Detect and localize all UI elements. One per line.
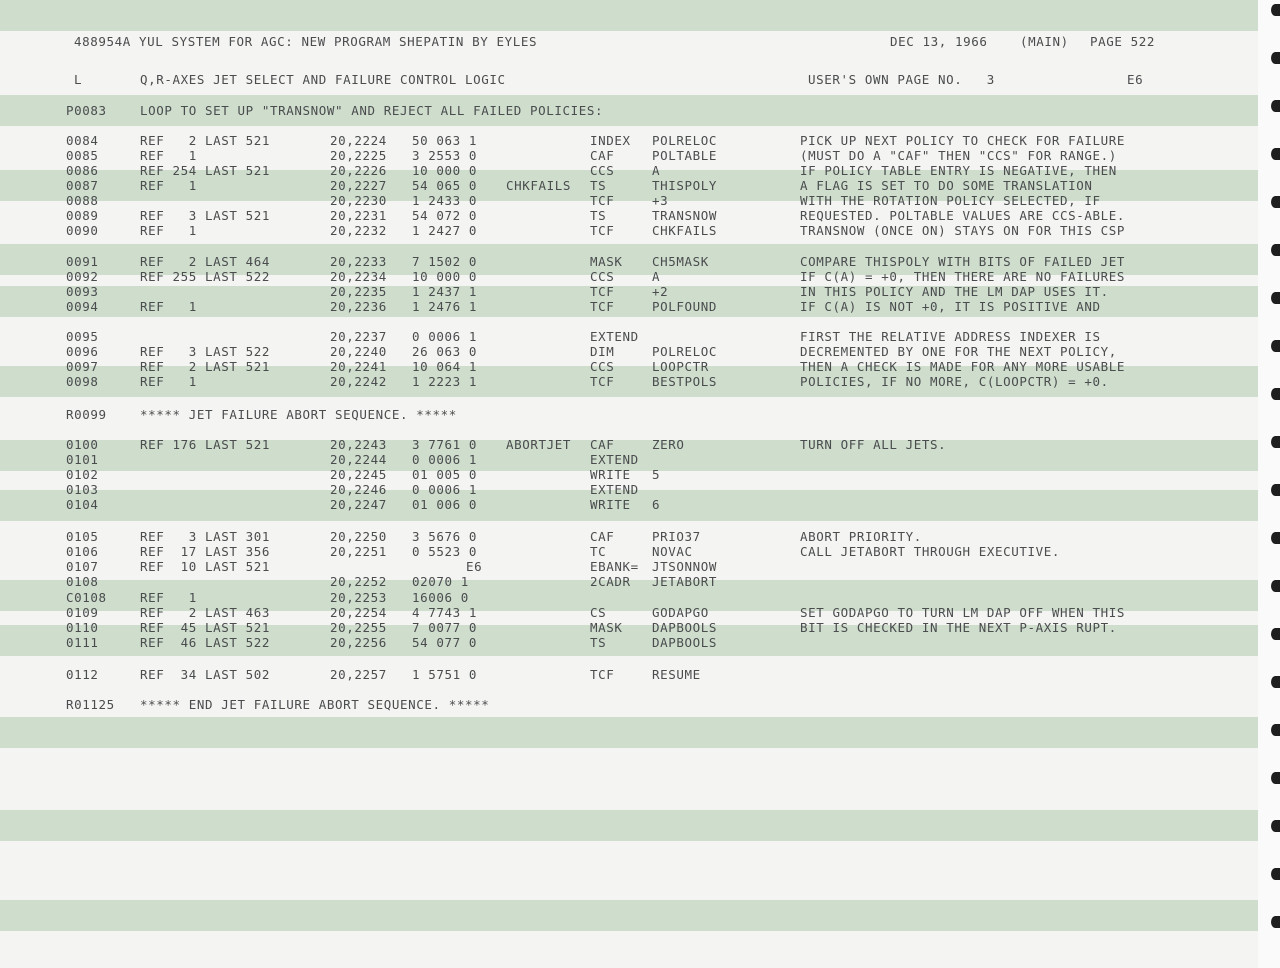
line-seq: 0095 xyxy=(66,329,99,344)
line-addr: 20,2242 xyxy=(330,374,387,389)
feed-hole-icon xyxy=(1271,484,1280,496)
line-op: TCF xyxy=(590,299,615,314)
line-seq: 0107 xyxy=(66,559,99,574)
line-word: E6 xyxy=(466,559,483,574)
line-addr: 20,2244 xyxy=(330,452,387,467)
line-seq: 0085 xyxy=(66,148,99,163)
header-date: DEC 13, 1966 xyxy=(890,34,988,49)
line-comment: ***** END JET FAILURE ABORT SEQUENCE. ***** xyxy=(140,697,490,712)
line-op: INDEX xyxy=(590,133,631,148)
line-remark: POLICIES, IF NO MORE, C(LOOPCTR) = +0. xyxy=(800,374,1109,389)
line-label: ABORTJET xyxy=(506,437,572,452)
line-remark: THEN A CHECK IS MADE FOR ANY MORE USABLE xyxy=(800,359,1126,374)
line-op: TCF xyxy=(590,223,615,238)
line-addr: 20,2231 xyxy=(330,208,387,223)
line-remark: TURN OFF ALL JETS. xyxy=(800,437,947,452)
line-addr: 20,2254 xyxy=(330,605,387,620)
line-word: 0 0006 1 xyxy=(412,452,478,467)
log-marker: L xyxy=(74,72,83,87)
line-addr: 20,2236 xyxy=(330,299,387,314)
line-op: TCF xyxy=(590,284,615,299)
line-seq: 0109 xyxy=(66,605,99,620)
line-word: 1 2437 1 xyxy=(412,284,478,299)
line-operand: 6 xyxy=(652,497,661,512)
line-remark: CALL JETABORT THROUGH EXECUTIVE. xyxy=(800,544,1061,559)
header-main: (MAIN) xyxy=(1020,34,1069,49)
line-addr: 20,2233 xyxy=(330,254,387,269)
line-addr: 20,2246 xyxy=(330,482,387,497)
line-word: 1 2433 0 xyxy=(412,193,478,208)
feed-hole-icon xyxy=(1271,244,1280,256)
line-op: MASK xyxy=(590,254,623,269)
feed-hole-icon xyxy=(1271,292,1280,304)
header-title: 488954A YUL SYSTEM FOR AGC: NEW PROGRAM SHEPATIN BY EYLES xyxy=(74,34,538,49)
line-word: 0 0006 1 xyxy=(412,329,478,344)
line-op: TS xyxy=(590,635,607,650)
line-operand: NOVAC xyxy=(652,544,693,559)
line-op: TC xyxy=(590,544,607,559)
line-op: EXTEND xyxy=(590,482,639,497)
line-word: 16006 0 xyxy=(412,590,469,605)
line-operand: GODAPGO xyxy=(652,605,709,620)
line-addr: 20,2250 xyxy=(330,529,387,544)
line-seq: 0098 xyxy=(66,374,99,389)
line-word: 54 077 0 xyxy=(412,635,478,650)
feed-hole-icon xyxy=(1271,724,1280,736)
line-addr: 20,2247 xyxy=(330,497,387,512)
line-addr: 20,2230 xyxy=(330,193,387,208)
line-word: 10 000 0 xyxy=(412,269,478,284)
line-seq: 0090 xyxy=(66,223,99,238)
line-operand: THISPOLY xyxy=(652,178,718,193)
line-word: 1 5751 0 xyxy=(412,667,478,682)
line-op: CAF xyxy=(590,529,615,544)
line-ref: REF 1 xyxy=(140,374,197,389)
line-remark: WITH THE ROTATION POLICY SELECTED, IF xyxy=(800,193,1101,208)
feed-hole-icon xyxy=(1271,340,1280,352)
feed-hole-icon xyxy=(1271,820,1280,832)
line-remark: TRANSNOW (ONCE ON) STAYS ON FOR THIS CSP xyxy=(800,223,1126,238)
line-op: EXTEND xyxy=(590,452,639,467)
line-operand: TRANSNOW xyxy=(652,208,718,223)
line-seq: 0104 xyxy=(66,497,99,512)
line-addr: 20,2240 xyxy=(330,344,387,359)
line-operand: PRIO37 xyxy=(652,529,701,544)
line-seq: 0100 xyxy=(66,437,99,452)
line-seq: 0091 xyxy=(66,254,99,269)
feed-hole-icon xyxy=(1271,676,1280,688)
line-op: CAF xyxy=(590,148,615,163)
line-seq: 0088 xyxy=(66,193,99,208)
line-remark: REQUESTED. POLTABLE VALUES ARE CCS-ABLE. xyxy=(800,208,1126,223)
line-word: 26 063 0 xyxy=(412,344,478,359)
line-ref: REF 3 LAST 522 xyxy=(140,344,271,359)
line-word: 02070 1 xyxy=(412,574,469,589)
line-operand: 5 xyxy=(652,467,661,482)
line-op: CCS xyxy=(590,359,615,374)
line-remark: ABORT PRIORITY. xyxy=(800,529,922,544)
line-addr: 20,2226 xyxy=(330,163,387,178)
line-op: EXTEND xyxy=(590,329,639,344)
line-seq: 0110 xyxy=(66,620,99,635)
line-seq: 0105 xyxy=(66,529,99,544)
line-ref: REF 3 LAST 301 xyxy=(140,529,271,544)
line-addr: 20,2237 xyxy=(330,329,387,344)
line-ref: REF 1 xyxy=(140,299,197,314)
line-word: 01 005 0 xyxy=(412,467,478,482)
line-addr: 20,2255 xyxy=(330,620,387,635)
line-operand: DAPBOOLS xyxy=(652,635,718,650)
line-seq: 0096 xyxy=(66,344,99,359)
line-seq: P0083 xyxy=(66,103,107,118)
line-operand: LOOPCTR xyxy=(652,359,709,374)
feed-hole-icon xyxy=(1271,148,1280,160)
line-op: MASK xyxy=(590,620,623,635)
ebank-code: E6 xyxy=(1127,72,1144,87)
line-ref: REF 2 LAST 521 xyxy=(140,133,271,148)
line-addr: 20,2232 xyxy=(330,223,387,238)
line-ref: REF 176 LAST 521 xyxy=(140,437,271,452)
line-remark: DECREMENTED BY ONE FOR THE NEXT POLICY, xyxy=(800,344,1117,359)
line-ref: REF 1 xyxy=(140,590,197,605)
line-word: 50 063 1 xyxy=(412,133,478,148)
line-seq: 0097 xyxy=(66,359,99,374)
line-word: 54 072 0 xyxy=(412,208,478,223)
line-seq: 0103 xyxy=(66,482,99,497)
feed-hole-icon xyxy=(1271,532,1280,544)
line-seq: 0092 xyxy=(66,269,99,284)
line-seq: 0084 xyxy=(66,133,99,148)
line-label: CHKFAILS xyxy=(506,178,572,193)
line-word: 1 2223 1 xyxy=(412,374,478,389)
feed-hole-icon xyxy=(1271,580,1280,592)
line-remark: BIT IS CHECKED IN THE NEXT P-AXIS RUPT. xyxy=(800,620,1117,635)
line-operand: A xyxy=(652,163,661,178)
line-seq: 0106 xyxy=(66,544,99,559)
line-word: 4 7743 1 xyxy=(412,605,478,620)
line-operand: A xyxy=(652,269,661,284)
line-operand: ZERO xyxy=(652,437,685,452)
line-word: 3 2553 0 xyxy=(412,148,478,163)
line-seq: 0089 xyxy=(66,208,99,223)
feed-hole-icon xyxy=(1271,4,1280,16)
line-remark: COMPARE THISPOLY WITH BITS OF FAILED JET xyxy=(800,254,1126,269)
line-op: TCF xyxy=(590,193,615,208)
line-remark: (MUST DO A "CAF" THEN "CCS" FOR RANGE.) xyxy=(800,148,1117,163)
line-remark: A FLAG IS SET TO DO SOME TRANSLATION xyxy=(800,178,1093,193)
line-op: CCS xyxy=(590,269,615,284)
line-op: TS xyxy=(590,178,607,193)
line-operand: POLTABLE xyxy=(652,148,718,163)
line-op: WRITE xyxy=(590,467,631,482)
line-ref: REF 254 LAST 521 xyxy=(140,163,271,178)
users-page-number: USER'S OWN PAGE NO. 3 xyxy=(808,72,995,87)
line-operand: RESUME xyxy=(652,667,701,682)
line-seq: 0101 xyxy=(66,452,99,467)
line-remark: IF C(A) = +0, THEN THERE ARE NO FAILURES xyxy=(800,269,1126,284)
line-operand: POLFOUND xyxy=(652,299,718,314)
feed-hole-icon xyxy=(1271,772,1280,784)
line-ref: REF 45 LAST 521 xyxy=(140,620,271,635)
line-op: TCF xyxy=(590,374,615,389)
line-operand: BESTPOLS xyxy=(652,374,718,389)
line-word: 1 2427 0 xyxy=(412,223,478,238)
line-addr: 20,2224 xyxy=(330,133,387,148)
line-operand: +3 xyxy=(652,193,669,208)
line-word: 1 2476 1 xyxy=(412,299,478,314)
line-addr: 20,2251 xyxy=(330,544,387,559)
line-operand: POLRELOC xyxy=(652,133,718,148)
line-op: TCF xyxy=(590,667,615,682)
line-addr: 20,2225 xyxy=(330,148,387,163)
line-word: 01 006 0 xyxy=(412,497,478,512)
line-word: 0 0006 1 xyxy=(412,482,478,497)
line-word: 0 5523 0 xyxy=(412,544,478,559)
feed-hole-icon xyxy=(1271,196,1280,208)
line-op: WRITE xyxy=(590,497,631,512)
line-word: 7 0077 0 xyxy=(412,620,478,635)
line-ref: REF 1 xyxy=(140,223,197,238)
line-word: 7 1502 0 xyxy=(412,254,478,269)
line-seq: 0112 xyxy=(66,667,99,682)
line-ref: REF 10 LAST 521 xyxy=(140,559,271,574)
line-addr: 20,2241 xyxy=(330,359,387,374)
line-ref: REF 1 xyxy=(140,148,197,163)
line-ref: REF 3 LAST 521 xyxy=(140,208,271,223)
line-addr: 20,2234 xyxy=(330,269,387,284)
line-seq: 0108 xyxy=(66,574,99,589)
line-ref: REF 2 LAST 521 xyxy=(140,359,271,374)
line-remark: IF C(A) IS NOT +0, IT IS POSITIVE AND xyxy=(800,299,1101,314)
line-remark: IF POLICY TABLE ENTRY IS NEGATIVE, THEN xyxy=(800,163,1117,178)
line-operand: CHKFAILS xyxy=(652,223,718,238)
line-operand: +2 xyxy=(652,284,669,299)
line-comment: LOOP TO SET UP "TRANSNOW" AND REJECT ALL FAILED POLICIES: xyxy=(140,103,604,118)
feed-hole-icon xyxy=(1271,916,1280,928)
line-ref: REF 1 xyxy=(140,178,197,193)
line-comment: ***** JET FAILURE ABORT SEQUENCE. ***** xyxy=(140,407,457,422)
line-word: 54 065 0 xyxy=(412,178,478,193)
line-operand: JTSONNOW xyxy=(652,559,718,574)
line-ref: REF 2 LAST 464 xyxy=(140,254,271,269)
line-operand: POLRELOC xyxy=(652,344,718,359)
line-seq: C0108 xyxy=(66,590,107,605)
line-ref: REF 46 LAST 522 xyxy=(140,635,271,650)
feed-hole-icon xyxy=(1271,436,1280,448)
line-remark: FIRST THE RELATIVE ADDRESS INDEXER IS xyxy=(800,329,1101,344)
line-addr: 20,2256 xyxy=(330,635,387,650)
feed-hole-icon xyxy=(1271,52,1280,64)
line-seq: R01125 xyxy=(66,697,115,712)
line-op: CCS xyxy=(590,163,615,178)
line-seq: 0111 xyxy=(66,635,99,650)
line-op: CS xyxy=(590,605,607,620)
line-ref: REF 17 LAST 356 xyxy=(140,544,271,559)
line-seq: 0102 xyxy=(66,467,99,482)
line-remark: PICK UP NEXT POLICY TO CHECK FOR FAILURE xyxy=(800,133,1126,148)
line-addr: 20,2253 xyxy=(330,590,387,605)
line-word: 3 5676 0 xyxy=(412,529,478,544)
line-word: 3 7761 0 xyxy=(412,437,478,452)
line-remark: SET GODAPGO TO TURN LM DAP OFF WHEN THIS xyxy=(800,605,1126,620)
line-op: TS xyxy=(590,208,607,223)
line-addr: 20,2257 xyxy=(330,667,387,682)
line-op: CAF xyxy=(590,437,615,452)
feed-hole-icon xyxy=(1271,868,1280,880)
line-word: 10 000 0 xyxy=(412,163,478,178)
line-seq: 0093 xyxy=(66,284,99,299)
line-operand: JETABORT xyxy=(652,574,718,589)
line-seq: R0099 xyxy=(66,407,107,422)
line-operand: DAPBOOLS xyxy=(652,620,718,635)
line-seq: 0086 xyxy=(66,163,99,178)
line-ref: REF 34 LAST 502 xyxy=(140,667,271,682)
line-seq: 0094 xyxy=(66,299,99,314)
section-title: Q,R-AXES JET SELECT AND FAILURE CONTROL LOGIC xyxy=(140,72,506,87)
line-seq: 0087 xyxy=(66,178,99,193)
header-page: PAGE 522 xyxy=(1090,34,1156,49)
line-addr: 20,2235 xyxy=(330,284,387,299)
line-op: EBANK= xyxy=(590,559,639,574)
line-addr: 20,2252 xyxy=(330,574,387,589)
feed-hole-icon xyxy=(1271,100,1280,112)
line-op: DIM xyxy=(590,344,615,359)
line-remark: IN THIS POLICY AND THE LM DAP USES IT. xyxy=(800,284,1109,299)
feed-hole-icon xyxy=(1271,388,1280,400)
line-ref: REF 255 LAST 522 xyxy=(140,269,271,284)
line-addr: 20,2245 xyxy=(330,467,387,482)
line-addr: 20,2243 xyxy=(330,437,387,452)
line-ref: REF 2 LAST 463 xyxy=(140,605,271,620)
feed-hole-icon xyxy=(1271,628,1280,640)
line-op: 2CADR xyxy=(590,574,631,589)
line-operand: CH5MASK xyxy=(652,254,709,269)
line-word: 10 064 1 xyxy=(412,359,478,374)
line-addr: 20,2227 xyxy=(330,178,387,193)
